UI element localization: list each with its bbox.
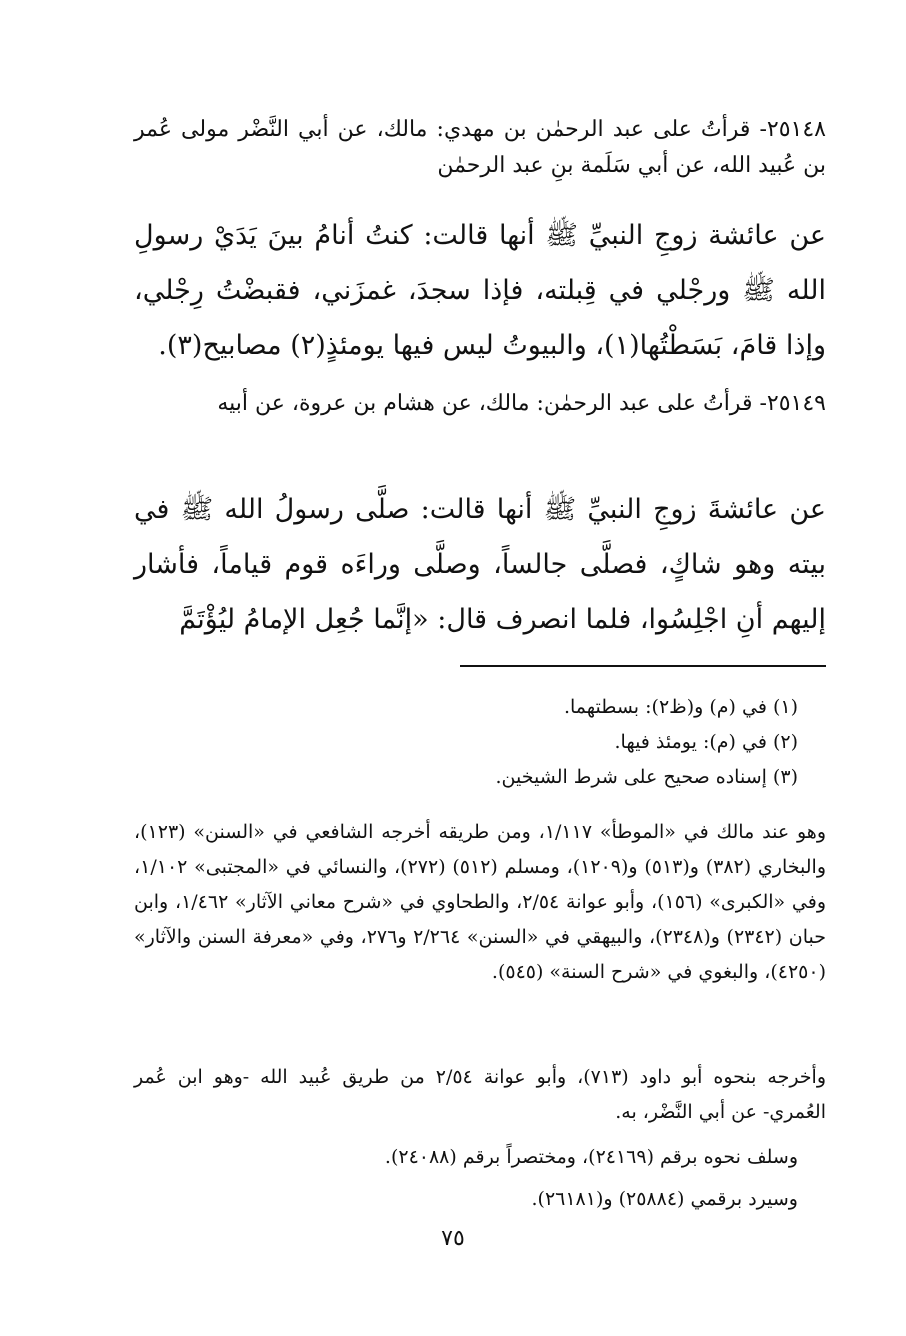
- hadith-25149-text: عن عائشةَ زوجِ النبيِّ ﷺ أنها قالت: صلَّى رسولُ الله ﷺ في بيته وهو شاكٍ، فصلَّى جالساً، وصلَّى وراءَه قوم قياماً، فأشار إليهم أنِ اجْلِسُوا، فلما انصرف قال: «إنَّما جُعِل الإمامُ ليُؤْتَمَّ: [134, 494, 826, 635]
- hadith-25148-text: عن عائشة زوجِ النبيِّ ﷺ أنها قالت: كنتُ أنامُ بينَ يَدَيْ رسولِ الله ﷺ ورجْلي في قِبلته، فإذا سجدَ، غمزَني، فقبضْتُ رِجْلي، وإذا قامَ، بَسَطْتُها(١)، والبيوتُ ليس فيها يومئذٍ(٢) مصابيح(٣).: [134, 220, 826, 361]
- hadith-25149-chain: ٢٥١٤٩- قرأتُ على عبد الرحمٰن: مالك، عن هشام بن عروة، عن أبيه: [217, 391, 826, 416]
- footnote-3-upcoming: وسيرد برقمي (٢٥٨٨٤) و(٢٦١٨١).: [531, 1188, 798, 1210]
- footnote-3-other-route: وأخرجه بنحوه أبو داود (٧١٣)، وأبو عوانة ٢/٥٤ من طريق عُبيد الله -وهو ابن عُمر العُمري- عن أبي النَّضْر، به.: [134, 1066, 826, 1123]
- book-page: [60, 0, 846, 1336]
- footnote-3-takhrij: وهو عند مالك في «الموطأ» ١/١١٧، ومن طريقه أخرجه الشافعي في «السنن» (١٢٣)، والبخاري (٣٨٢) و(٥١٣) و(١٢٠٩)، ومسلم (٥١٢) (٢٧٢)، والنسائي في «المجتبى» ١/١٠٢، وفي «الكبرى» (١٥٦)، وأبو عوانة ٢/٥٤، والطحاوي في «شرح معاني الآثار» ١/٤٦٢، وابن حبان (٢٣٤٢) و(٢٣٤٨)، والبيهقي في «السنن» ٢/٢٦٤ و٢٧٦، وفي «معرفة السنن والآثار» (٤٢٥٠)، والبغوي في «شرح السنة» (٥٤٥).: [134, 821, 827, 983]
- footnote-3: (٣) إسناده صحيح على شرط الشيخين.: [495, 766, 798, 788]
- footnote-2: (٢) في (م): يومئذ فيها.: [614, 731, 798, 753]
- footnote-3-previous: وسلف نحوه برقم (٢٤١٦٩)، ومختصراً برقم (٢٤٠٨٨).: [384, 1146, 798, 1168]
- footnote-1: (١) في (م) و(ظ٢): بسطتهما.: [563, 696, 798, 718]
- footnote-separator: [460, 665, 826, 667]
- page-number: ٧٥: [441, 1226, 465, 1251]
- hadith-25148-chain: ٢٥١٤٨- قرأتُ على عبد الرحمٰن بن مهدي: مالك، عن أبي النَّضْر مولى عُمر بن عُبيد الله، عن أبي سَلَمة بنِ عبد الرحمٰن: [134, 117, 826, 178]
